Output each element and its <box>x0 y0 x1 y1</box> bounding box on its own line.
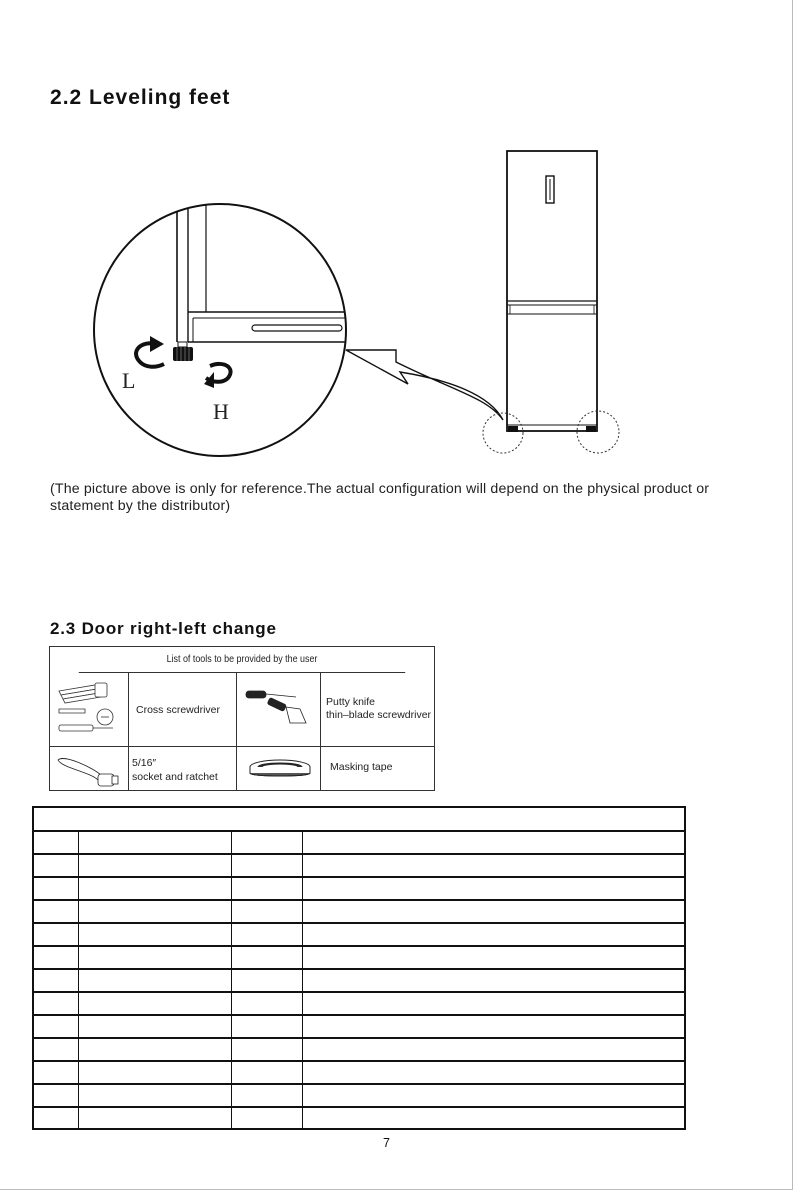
tool-socket-size: 5/16″ <box>132 757 157 769</box>
tools-col-divider <box>236 672 237 790</box>
tool-putty-knife: Putty knife <box>326 696 376 708</box>
leveling-feet-illustration <box>0 0 794 470</box>
table-row <box>34 1014 684 1016</box>
tools-col-divider <box>320 672 321 790</box>
tools-table <box>49 646 435 791</box>
table-row <box>34 1083 684 1085</box>
tool-thin-blade-screwdriver: thin–blade screwdriver <box>326 709 432 721</box>
tools-table-header: List of tools to be provided by the user <box>79 647 405 673</box>
table-column-divider <box>302 831 303 1128</box>
label-h: H <box>213 399 229 424</box>
reference-note: (The picture above is only for reference.The actual configuration will depend on the physical product or statement by the distributor) <box>50 481 710 514</box>
foot-highlight-right <box>577 411 619 453</box>
section-heading-door-change <box>50 619 277 639</box>
section-number: 2 <box>50 86 63 109</box>
label-l: L <box>122 368 136 393</box>
tools-col-divider <box>128 672 129 790</box>
tool-masking-tape: Masking tape <box>330 761 393 773</box>
section-number: 2 <box>50 619 61 638</box>
empty-parts-table <box>32 806 686 1130</box>
table-row <box>34 1106 684 1108</box>
table-column-divider <box>231 831 232 1128</box>
table-row <box>34 1037 684 1039</box>
table-row <box>34 899 684 901</box>
table-row <box>34 853 684 855</box>
cross-screwdriver-icon <box>55 677 123 741</box>
table-row <box>34 991 684 993</box>
putty-knife-icon <box>242 683 314 727</box>
refrigerator-outline <box>507 151 597 432</box>
tools-row-divider <box>50 746 434 747</box>
table-row <box>34 922 684 924</box>
table-column-divider <box>78 831 79 1128</box>
socket-ratchet-icon <box>54 750 124 790</box>
table-row <box>34 968 684 970</box>
tool-socket-ratchet: socket and ratchet <box>132 771 218 783</box>
table-row <box>34 830 684 832</box>
masking-tape-icon <box>245 755 315 785</box>
page-number: 7 <box>383 1136 390 1150</box>
table-row <box>34 1060 684 1062</box>
tool-cross-screwdriver: Cross screwdriver <box>136 704 221 716</box>
table-row <box>34 876 684 878</box>
section-title: .3 Door right-left change <box>60 619 277 638</box>
callout-arrow <box>346 350 503 420</box>
section-title: .2 Leveling feet <box>62 86 231 109</box>
table-row <box>34 945 684 947</box>
